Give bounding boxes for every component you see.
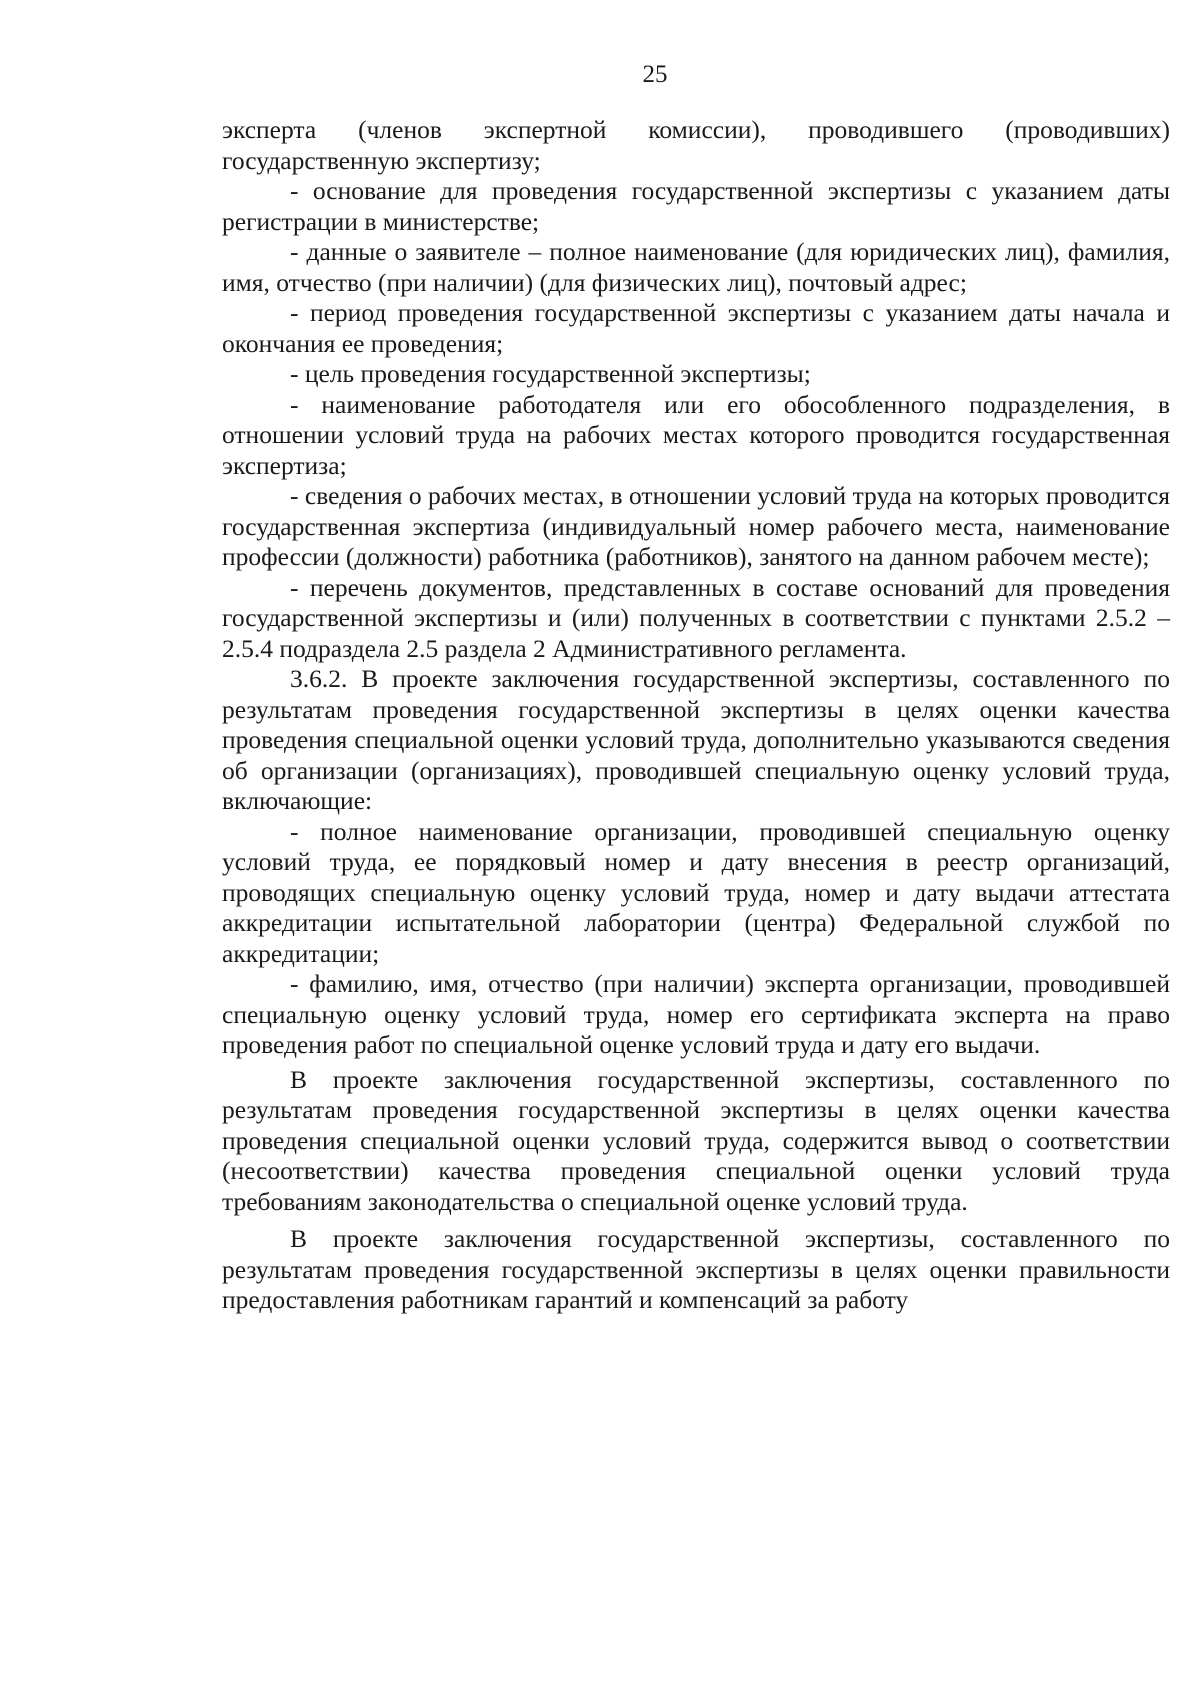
- list-item-employer-name: - наименование работодателя или его обособленного подразделения, в отношении условий труда на рабочих местах которого проводится государственная экспертиза;: [222, 389, 1170, 480]
- list-item-workplaces: - сведения о рабочих местах, в отношении условий труда на которых проводится государственная экспертиза (индивидуальный номер рабочего места, наименование профессии (должности) работника (работников), занятого на данном рабочем месте);: [222, 481, 1170, 571]
- paragraph-quality-conclusion: В проекте заключения государственной экспертизы, составленного по результатам проведения государственной экспертизы в целях оценки качества проведения специальной оценки условий труда, содержится вывод о соответствии (несоответствии) качества проведения специальной оценки условий труда требованиям законодательства о специальной оценке условий труда.: [222, 1064, 1170, 1216]
- document-body: [222, 115, 1170, 1316]
- list-item-applicant-data: - данные о заявителе – полное наименование (для юридических лиц), фамилия, имя, отчество (при наличии) (для физических лиц), почтовый адрес;: [222, 237, 1170, 297]
- paragraph-expert-continuation: эксперта (членов экспертной комиссии), проводившего (проводивших) государственную экспертизу;: [222, 115, 1170, 175]
- paragraph-guarantees-conclusion: В проекте заключения государственной экспертизы, составленного по результатам проведения государственной экспертизы в целях оценки правильности предоставления работникам гарантий и компенсаций за работу: [222, 1224, 1170, 1314]
- list-item-organization-name: - полное наименование организации, проводившей специальную оценку условий труда, ее порядковый номер и дату внесения в реестр организаций, проводящих специальную оценку условий труда, номер и дату выдачи аттестата аккредитации испытательной лаборатории (центра) Федеральной службой по аккредитации;: [222, 816, 1170, 968]
- list-item-expert-name: - фамилию, имя, отчество (при наличии) эксперта организации, проводившей специальную оценку условий труда, номер его сертификата эксперта на право проведения работ по специальной оценке условий труда и дату его выдачи.: [222, 969, 1170, 1059]
- list-item-period: - период проведения государственной экспертизы с указанием даты начала и окончания ее проведения;: [222, 298, 1170, 358]
- page-number: 25: [642, 61, 668, 88]
- list-item-purpose: - цель проведения государственной экспертизы;: [290, 359, 811, 388]
- list-item-basis: - основание для проведения государственной экспертизы с указанием даты регистрации в министерстве;: [222, 176, 1170, 236]
- paragraph-3-6-2: 3.6.2. В проекте заключения государственной экспертизы, составленного по результатам проведения государственной экспертизы в целях оценки качества проведения специальной оценки условий труда, дополнительно указываются сведения об организации (организациях), проводившей специальную оценку условий труда, включающие:: [222, 664, 1170, 815]
- list-item-documents: - перечень документов, представленных в составе оснований для проведения государственной экспертизы и (или) полученных в соответствии с пунктами 2.5.2 – 2.5.4 подраздела 2.5 раздела 2 Административного регламента.: [222, 572, 1170, 663]
